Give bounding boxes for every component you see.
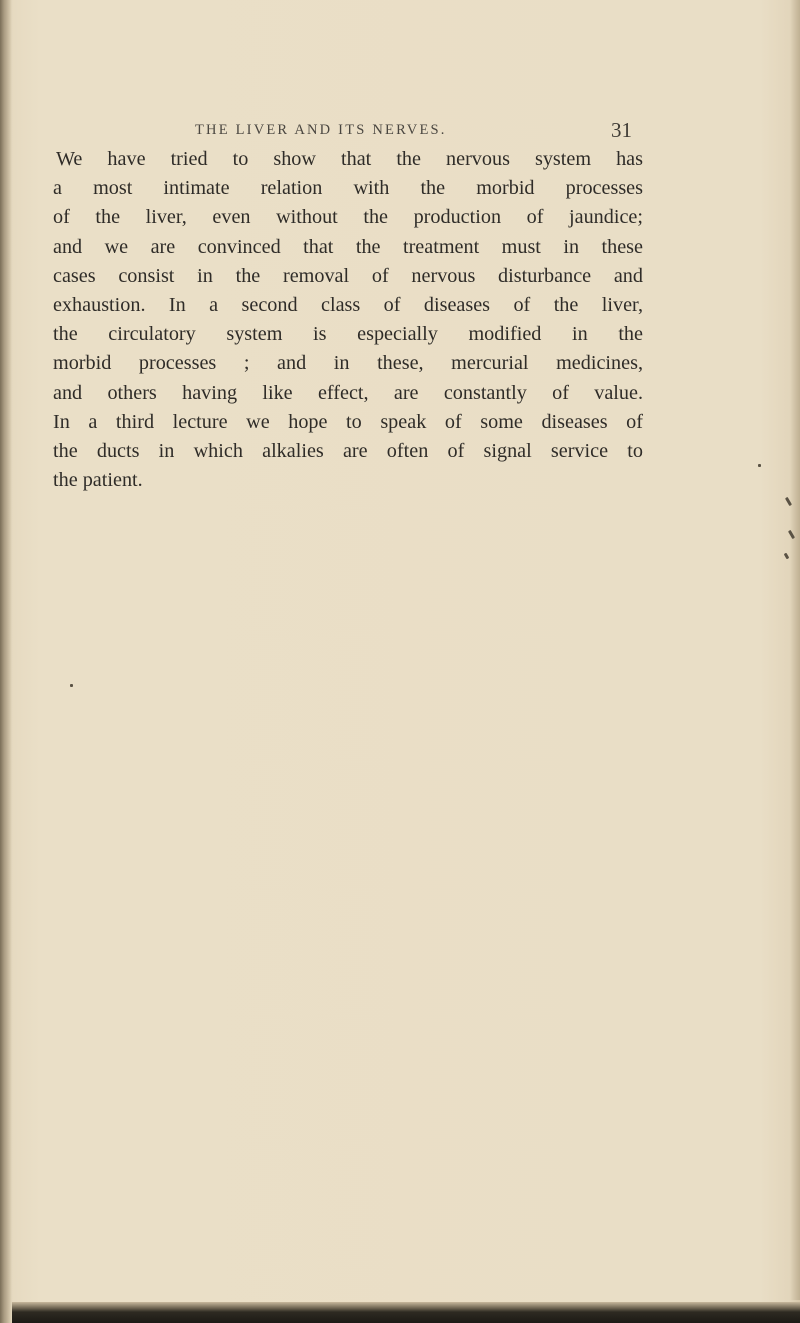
paragraph-line: We have tried to show that the nervous system has xyxy=(56,148,643,170)
margin-speck xyxy=(758,464,761,467)
paragraph-line: exhaustion. In a second class of diseases of the liver, xyxy=(53,294,643,317)
paragraph-line: the circulatory system is especially modified in the xyxy=(53,323,643,346)
paragraph-line: morbid processes ; and in these, mercurial medicines, xyxy=(53,352,643,375)
paragraph-line: the patient. xyxy=(53,469,143,492)
margin-speck xyxy=(784,553,790,560)
body-paragraph xyxy=(53,145,643,495)
page-right-shadow xyxy=(790,0,800,1300)
paragraph-line: the ducts in which alkalies are often of signal service to xyxy=(53,440,643,463)
page-gutter-edge xyxy=(0,0,12,1323)
running-head: THE LIVER AND ITS NERVES. xyxy=(195,122,447,138)
paragraph-line: and others having like effect, are constantly of value. xyxy=(53,381,643,404)
paragraph-line: of the liver, even without the production of jaundice; xyxy=(53,206,643,229)
margin-speck xyxy=(70,684,73,687)
paragraph-line: In a third lecture we hope to speak of some diseases of xyxy=(53,410,643,433)
paragraph-line: and we are convinced that the treatment must in these xyxy=(53,235,643,258)
page-number: 31 xyxy=(611,118,632,142)
page-header xyxy=(0,118,800,148)
page-bottom-edge xyxy=(12,1302,800,1323)
paragraph-line: a most intimate relation with the morbid processes xyxy=(53,177,643,200)
paragraph-line: cases consist in the removal of nervous disturbance and xyxy=(53,264,643,287)
